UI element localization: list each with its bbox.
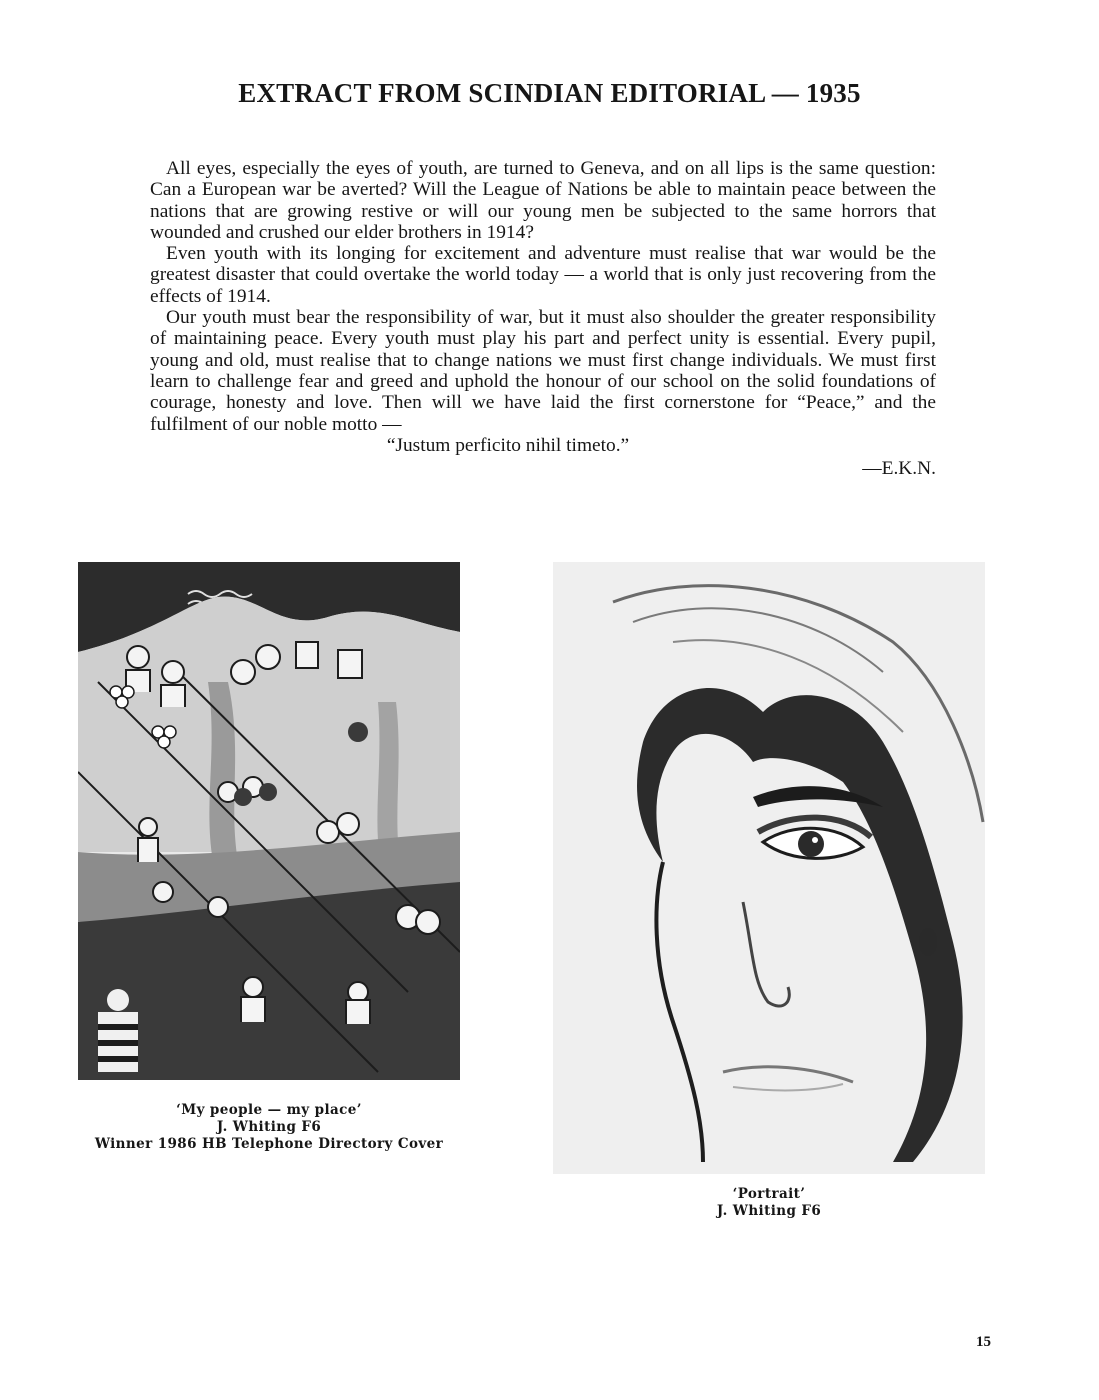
caption-left <box>88 1102 450 1153</box>
caption-line: ‘Portrait’ <box>732 1186 806 1202</box>
editorial-signature: —E.K.N. <box>862 458 936 480</box>
caption-right <box>619 1186 919 1220</box>
artwork-illustration-right <box>553 562 985 1174</box>
editorial-paragraph: All eyes, especially the eyes of youth, are turned to Geneva, and on all lips is the same question: Can a European war be averted? Will the League of Nations be able to maintain peace between the nations that are growing restive or will our young men be subjected to the same horrors that wounded and crushed our elder brothers in 1914? <box>150 158 936 243</box>
editorial-motto: “Justum perficito nihil timeto.” <box>386 434 630 456</box>
editorial-paragraph: Our youth must bear the responsibility of war, but it must also shoulder the greater responsibility of maintaining peace. Every youth must play his part and perfect unity is essential. Every pupil, young and old, must realise that to change nations we must first change individuals. We must first learn to challenge fear and greed and uphold the honour of our school on the solid foundations of courage, honesty and love. Then will we have laid the first cornerstone for “Peace,” and the fulfilment of our noble motto — <box>150 307 936 435</box>
editorial-text <box>150 158 936 479</box>
caption-line: J. Whiting F6 <box>216 1119 322 1135</box>
artwork-illustration-left <box>78 562 460 1080</box>
caption-line: Winner 1986 HB Telephone Directory Cover <box>94 1136 444 1152</box>
caption-line: J. Whiting F6 <box>716 1203 822 1219</box>
page-title: EXTRACT FROM SCINDIAN EDITORIAL — 1935 <box>238 78 861 108</box>
caption-line: ‘My people — my place’ <box>176 1102 362 1118</box>
page-number: 15 <box>976 1334 991 1350</box>
artwork-portrait <box>553 562 985 1174</box>
editorial-paragraph: Even youth with its longing for excitement and adventure must realise that war would be the greatest disaster that could overtake the world today — a world that is only just recovering from the effects of 1914. <box>150 243 936 307</box>
artwork-my-people-my-place <box>78 562 460 1080</box>
